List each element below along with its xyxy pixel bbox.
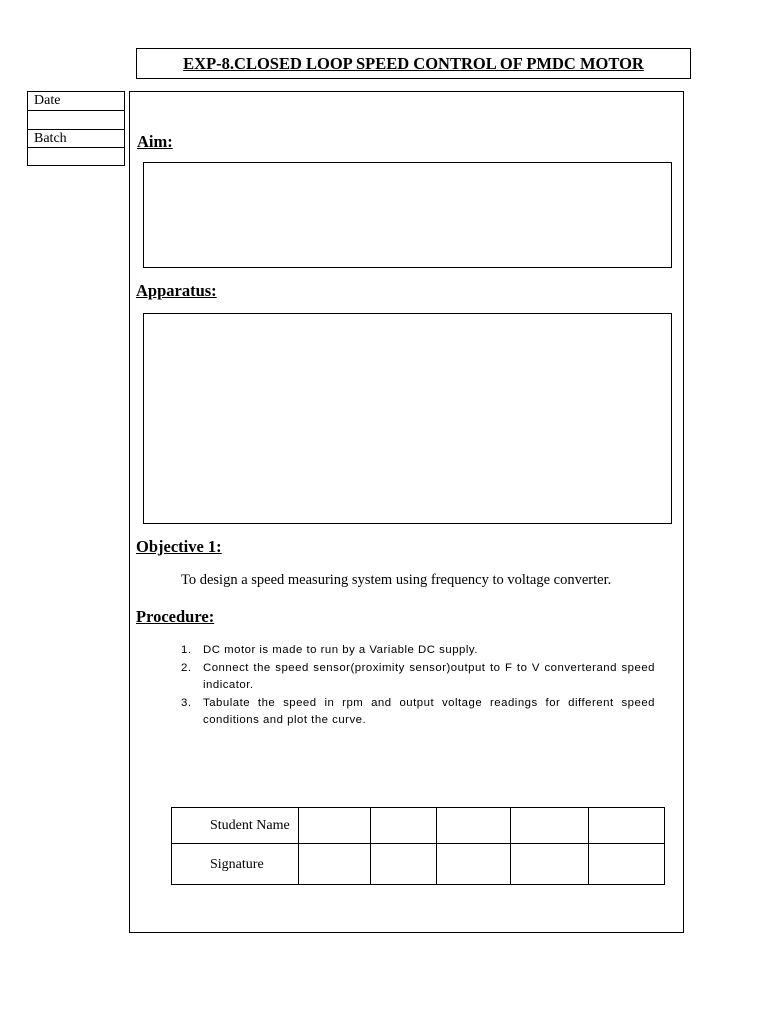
apparatus-heading: Apparatus:	[136, 281, 217, 300]
student-name-cell[interactable]	[436, 808, 511, 844]
signature-cell[interactable]	[436, 844, 511, 885]
procedure-heading: Procedure:	[136, 607, 215, 626]
student-name-cell[interactable]	[511, 808, 589, 844]
date-label-cell	[27, 91, 125, 110]
student-name-cell[interactable]	[589, 808, 665, 844]
signature-cell[interactable]	[589, 844, 665, 885]
signature-cell[interactable]	[511, 844, 589, 885]
procedure-step	[181, 660, 655, 695]
date-value-cell[interactable]	[27, 110, 125, 129]
date-label: Date	[34, 93, 61, 108]
step-text: Tabulate the speed in rpm and output voltage readings for different speed conditions and plot the curve.	[203, 696, 655, 726]
signature-cell[interactable]	[370, 844, 436, 885]
step-number: 1.	[181, 644, 192, 656]
signature-cell[interactable]	[298, 844, 370, 885]
procedure-step	[181, 695, 655, 730]
aim-answer-box[interactable]	[143, 162, 672, 268]
procedure-list	[181, 642, 655, 730]
student-name-label: Student Name	[172, 808, 299, 844]
objective-heading: Objective 1:	[136, 537, 222, 556]
step-number: 2.	[181, 661, 192, 674]
procedure-step	[181, 642, 655, 660]
step-number: 3.	[181, 696, 192, 709]
step-text: DC motor is made to run by a Variable DC supply.	[203, 644, 478, 656]
signature-label: Signature	[172, 844, 299, 885]
table-row	[172, 844, 665, 885]
table-row	[172, 808, 665, 844]
page-title: EXP-8.CLOSED LOOP SPEED CONTROL OF PMDC MOTOR	[183, 53, 644, 73]
batch-value-cell[interactable]	[27, 147, 125, 166]
batch-label: Batch	[34, 131, 67, 146]
batch-label-cell	[27, 129, 125, 148]
student-name-cell[interactable]	[298, 808, 370, 844]
signature-table	[171, 807, 665, 885]
title-box	[136, 48, 691, 79]
student-name-cell[interactable]	[370, 808, 436, 844]
step-text: Connect the speed sensor(proximity sensor)output to F to V converterand speed indicator.	[203, 661, 655, 691]
aim-heading: Aim:	[137, 132, 173, 151]
apparatus-answer-box[interactable]	[143, 313, 672, 524]
objective-text: To design a speed measuring system using frequency to voltage converter.	[181, 572, 612, 588]
